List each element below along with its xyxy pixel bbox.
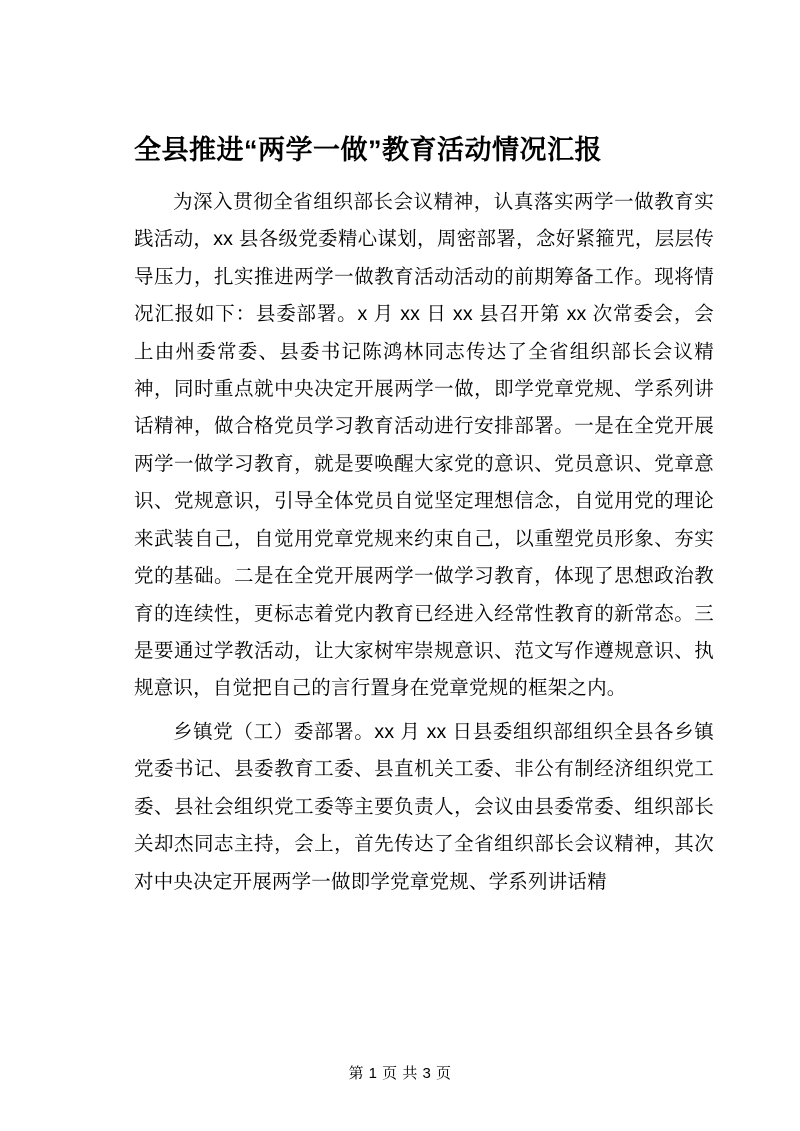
page-title: 全县推进“两学一做”教育活动情况汇报 (134, 135, 602, 165)
body-paragraph-2: 乡镇党（工）委部署。xx 月 xx 日县委组织部组织全县各乡镇党委书记、县委教育工委、县直机关工委、非公有制经济组织党工委、县社会组织党工委等主要负责人，会议由县委常委、组织部长关却杰同志主持，会上，首先传达了全省组织部长会议精神，其次对中央决定开展两学一做即学党章党规、学系列讲话精 (134, 720, 714, 893)
page-footer: 第 1 页 共 3 页 (348, 1065, 452, 1082)
body-paragraph-1: 为深入贯彻全省组织部长会议精神，认真落实两学一做教育实践活动，xx 县各级党委精心谋划，周密部署，念好紧箍咒，层层传导压力，扎实推进两学一做教育活动活动的前期筹备工作。现将情况汇报如下：县委部署。x 月 xx 日 xx 县召开第 xx 次常委会，会上由州委常委、县委书记陈鸿林同志传达了全省组织部长会议精神，同时重点就中央决定开展两学一做，即学党章党规、学系列讲话精神，做合格党员学习教育活动进行安排部署。一是在全党开展两学一做学习教育，就是要唤醒大家党的意识、党员意识、党章意识、党规意识，引导全体党员自觉坚定理想信念，自觉用党的理论来武装自己，自觉用党章党规来约束自己，以重塑党员形象、夯实党的基础。二是在全党开展两学一做学习教育，体现了思想政治教育的连续性，更标志着党内教育已经进入经常性教育的新常态。三是要通过学教活动，让大家树牢崇规意识、范文写作遵规意识、执规意识，自觉把自己的言行置身在党章党规的框架之内。 (134, 190, 714, 700)
